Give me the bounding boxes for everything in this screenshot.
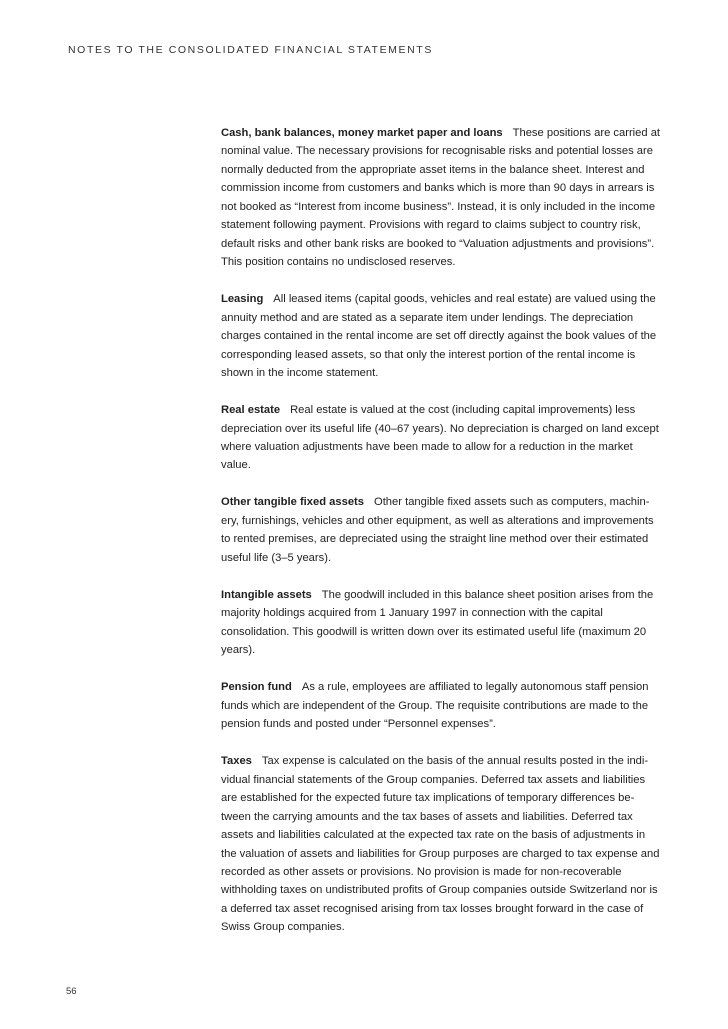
section-body: All leased items (capital goods, vehicles and real estate) are valued using the annuity method and are stated as a separate item under lendings. The depreciation charges contained in the rental income are set off directly against the book values of the corresponding leased assets, so that only the interest portion of the rental income is shown in the income statement.: [221, 293, 657, 380]
section-body: As a rule, employees are affiliated to legally autonomous staff pension funds which are independent of the Group. The requisite contributions are made to the pension funds and posted under “Personnel expenses”.: [221, 681, 649, 731]
section-pension-fund: [221, 678, 661, 733]
running-header: NOTES TO THE CONSOLIDATED FINANCIAL STATEMENTS: [68, 44, 433, 56]
section-heading: Taxes: [221, 755, 252, 768]
section-taxes: [221, 752, 661, 937]
section-heading: Cash, bank balances, money market paper and loans: [221, 127, 503, 139]
notes-content: [221, 124, 661, 955]
section-body: Real estate is valued at the cost (including capital improvements) less depreciation over its useful life (40–67 years). No depreciation is charged on land except where valuation adjustments have been made to allow for a reduction in the market value.: [221, 404, 659, 472]
section-leasing: [221, 290, 661, 382]
section-body: The goodwill included in this balance sheet position arises from the majority holdings acquired from 1 January 1997 in connection with the capital consolidation. This goodwill is written down over its estimated useful life (maximum 20 years).: [221, 588, 654, 657]
section-body: These positions are carried at nominal value. The necessary provisions for recognisable risks and potential losses are normally deducted from the appropriate asset items in the balance sheet. Interest and commission income from customers and banks which is more than 90 days in arrears is not booked as “Interest from income business”. Instead, it is only included in the income statement following payment. Provisions with regard to claims subject to country risk, default risks and other bank risks are booked to “Valuation adjustments and provisions”. This position contains no undisclosed reserves.: [221, 127, 661, 269]
section-heading: Pension fund: [221, 681, 292, 694]
section-heading: Intangible assets: [221, 588, 312, 601]
page-number: 56: [66, 986, 77, 997]
section-other-tangible-fixed-assets: [221, 493, 661, 567]
section-real-estate: [221, 401, 661, 475]
section-intangible-assets: [221, 586, 661, 660]
section-heading: Other tangible fixed assets: [221, 496, 364, 509]
section-body: Other tangible fixed assets such as computers, machin-ery, furnishings, vehicles and other equipment, as well as alterations and improvements to rented premises, are depreciated using the straight line method over their estimated useful life (3–5 years).: [221, 496, 654, 564]
section-heading: Leasing: [221, 293, 264, 306]
section-cash-bank-balances: [221, 124, 661, 272]
section-body: Tax expense is calculated on the basis of the annual results posted in the indi-vidual financial statements of the Group companies. Deferred tax assets and liabilities are established for the expected future tax implications of temporary differences be-tween the carrying amounts and the tax bases of assets and liabilities. Deferred tax assets and liabilities calculated at the expected tax rate on the basis of adjustments in the valuation of assets and liabilities for Group purposes are charged to tax expense and recorded as other assets or provisions. No provision is made for non-recoverable withholding taxes on undistributed profits of Group companies outside Switzerland nor is a deferred tax asset recognised arising from tax losses brought forward in the case of Swiss Group companies.: [221, 755, 660, 934]
section-heading: Real estate: [221, 404, 281, 417]
